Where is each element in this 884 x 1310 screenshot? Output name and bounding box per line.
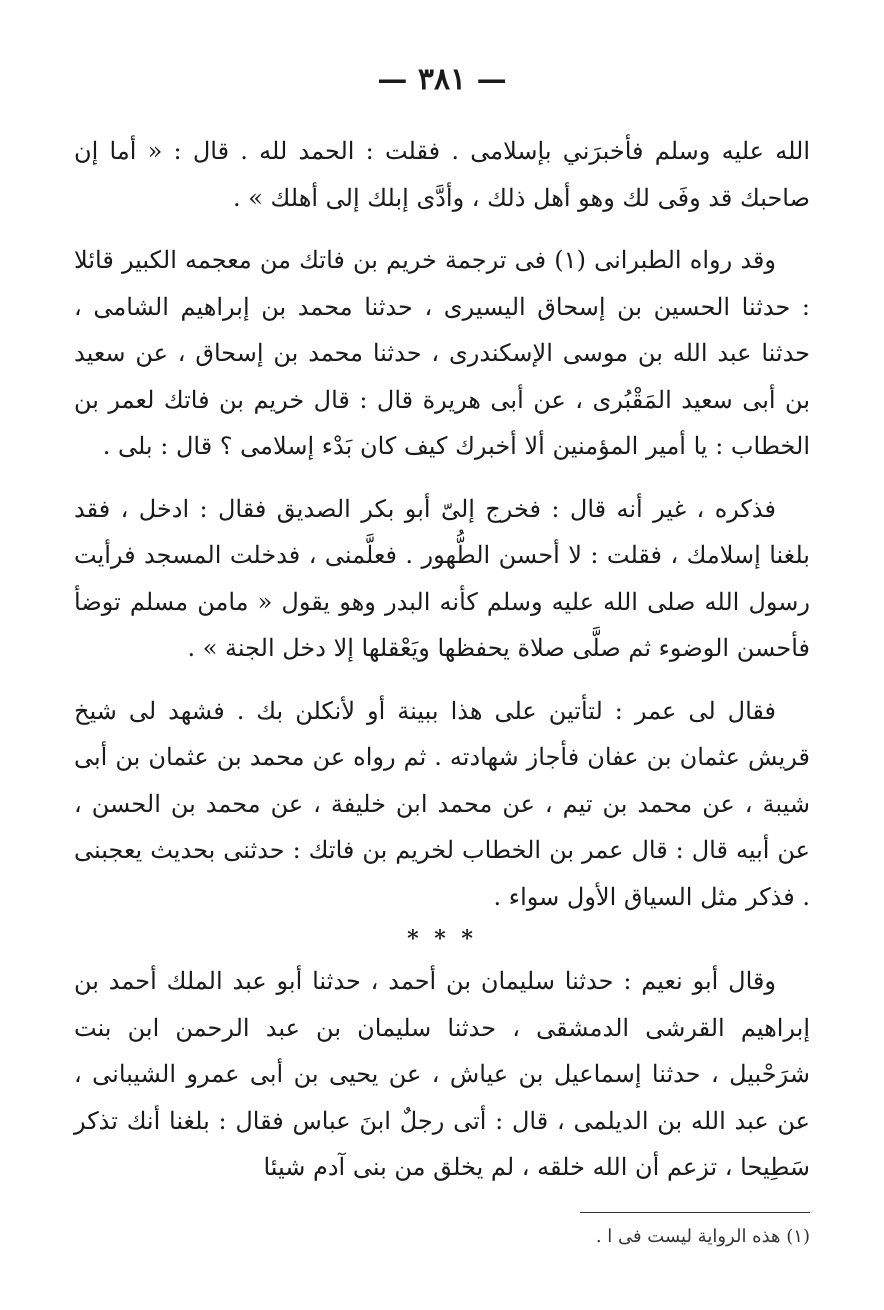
paragraph-3: فذكره ، غير أنه قال : فخرج إلىّ أبو بكر الصديق فقال : ادخل ، فقد بلغنا إسلامك ، فقلت : لا أحسن الطُّهور . فعلَّمنى ، فدخلت المسجد فرأيت رسول الله صلى الله عليه وسلم كأنه البدر وهو يقول « مامن مسلم توضأ فأحسن الوضوء ثم صلَّى صلاة يحفظها ويَعْقلها إلا دخل الجنة » . [74, 494, 810, 662]
paragraph-1: الله عليه وسلم فأخبرَني بإسلامى . فقلت : الحمد لله . قال : « أما إن صاحبك قد وفَى لك وهو أهل ذلك ، وأدَّى إبلك إلى أهلك » . [74, 137, 810, 212]
paragraph-gap [74, 221, 810, 237]
page-number: — ٣٨١ — [377, 62, 507, 97]
section-separator: * * * [407, 926, 477, 952]
paragraph-5: وقال أبو نعيم : حدثنا سليمان بن أحمد ، حدثنا أبو عبد الملك أحمد بن إبراهيم القرشى الدمشقى ، حدثنا سليمان بن عبد الرحمن ابن بنت شرَحْبيل ، حدثنا إسماعيل بن عياش ، عن يحيى بن أبى عمرو الشيبانى ، عن عبد الله بن الديلمى ، قال : أتى رجلٌ ابنَ عباس فقال : بلغنا أنك تذكر سَطِيحا ، تزعم أن الله خلقه ، لم يخلق من بنى آدم شيئا [74, 967, 810, 1181]
paragraph-gap [74, 470, 810, 486]
main-text [74, 128, 810, 1191]
paragraph-2: وقد رواه الطبرانى (١) فى ترجمة خريم بن فاتك من معجمه الكبير قائلا : حدثنا الحسين بن إسحاق اليسيرى ، حدثنا محمد بن إبراهيم الشامى ، حدثنا عبد الله بن موسى الإسكندرى ، حدثنا محمد بن إسحاق ، عن سعيد بن أبى سعيد المَقْبُرى ، عن أبى هريرة قال : قال خريم بن فاتك لعمر بن الخطاب : يا أمير المؤمنين ألا أخبرك كيف كان بَدْء إسلامى ؟ قال : بلى . [74, 246, 811, 460]
paragraph-gap [74, 672, 810, 688]
footnote-divider [580, 1212, 810, 1213]
footnote: (١) هذه الرواية ليست فى ا . [595, 1226, 810, 1247]
paragraph-4: فقال لى عمر : لتأتين على هذا ببينة أو لأنكلن بك . فشهد لى شيخ قريش عثمان بن عفان فأجاز شهادته . ثم رواه عن محمد بن عثمان بن أبى شيبة ، عن محمد بن تيم ، عن محمد ابن خليفة ، عن محمد بن الحسن ، عن أبيه قال : قال عمر بن الخطاب لخريم بن فاتك : حدثنى بحديث يعجبنى . فذكر مثل السياق الأول سواء . [74, 696, 810, 911]
